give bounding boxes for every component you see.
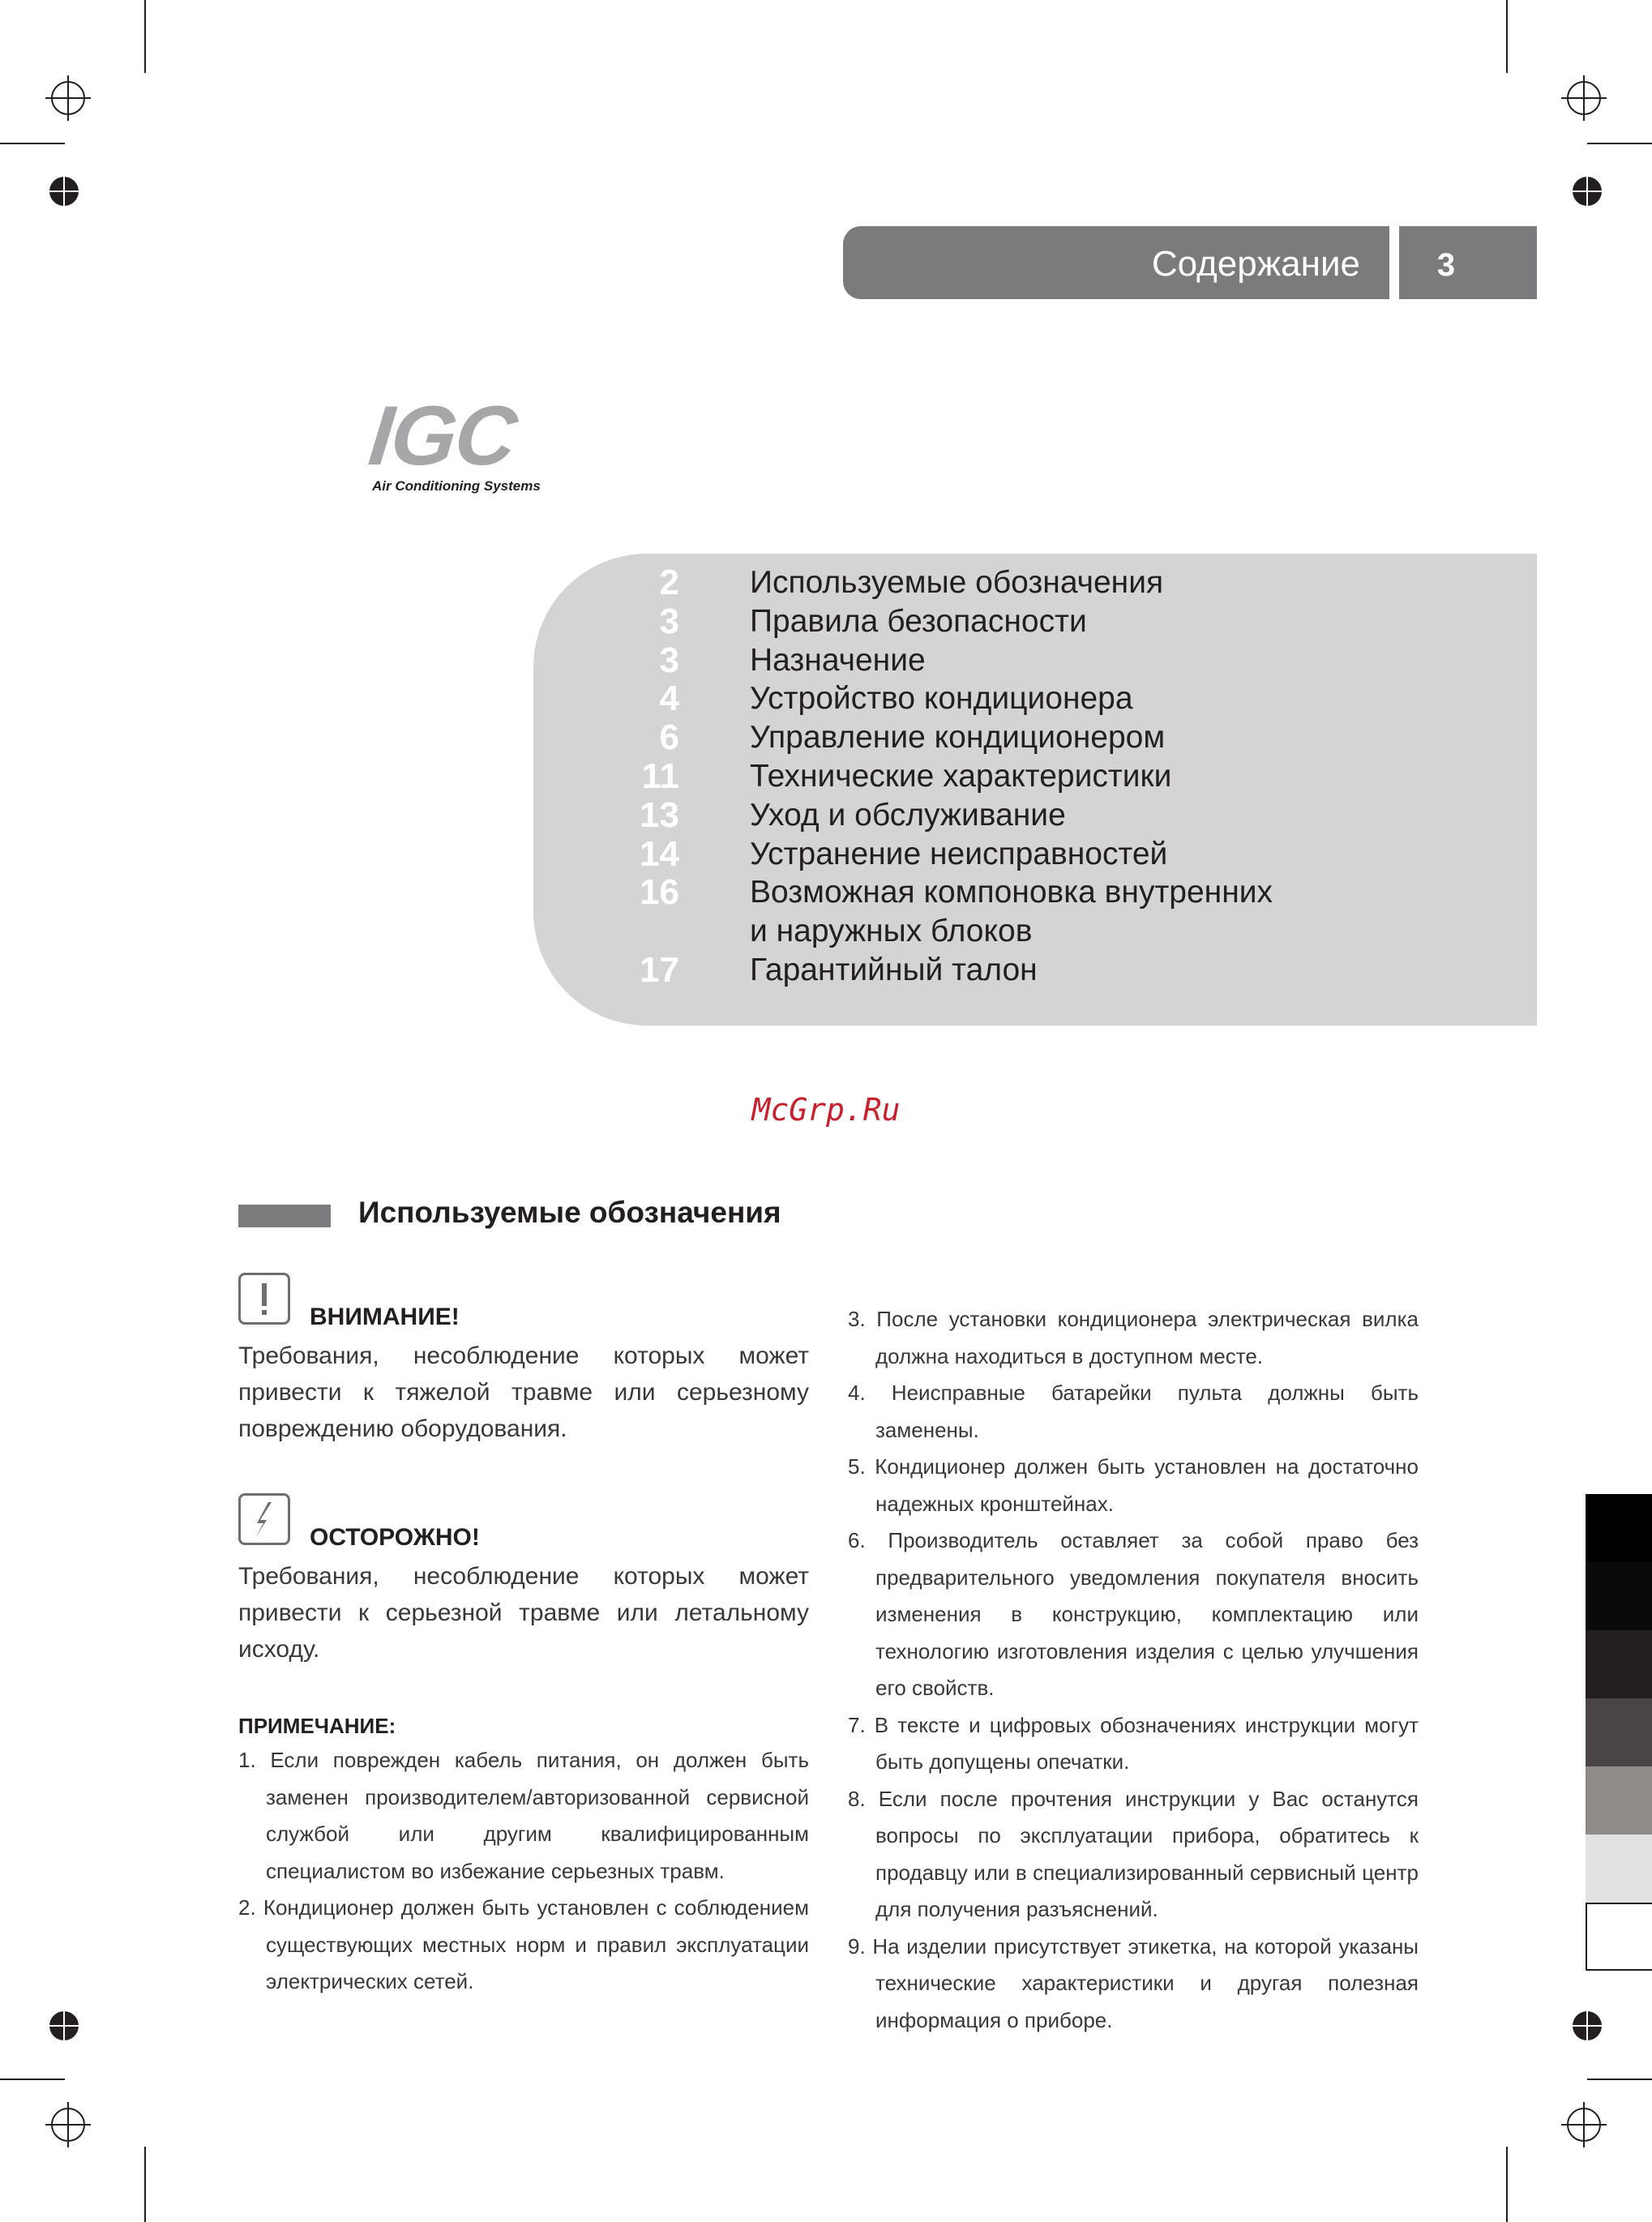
note-item: 3. После установки кондиционера электрическая вилка должна находиться в доступном месте. [848, 1307, 1419, 1368]
attention-icon [238, 1273, 290, 1325]
registration-target-icon [1561, 2102, 1607, 2147]
page-number: 3 [1436, 247, 1456, 283]
toc-item [567, 796, 1524, 835]
toc-title: Устройство кондиционера [750, 681, 1133, 717]
registration-target-icon [45, 75, 91, 121]
registration-dot-icon [1570, 2009, 1604, 2043]
attention-label: ВНИМАНИЕ! [310, 1304, 460, 1330]
note-item: 6. Производитель оставляет за собой право без предварительного уведомления покупателя вносить изменения в конструкцию, комплектацию или технологию изготовления изделия с целью улучшения его свойств. [848, 1528, 1419, 1700]
toc-item [567, 912, 1524, 951]
crop-mark [1587, 2079, 1652, 2080]
toc-page-number: 2 [659, 563, 679, 602]
toc-item [567, 602, 1524, 641]
color-swatch [1586, 1562, 1652, 1630]
section-title: Используемые обозначения [358, 1196, 781, 1229]
color-swatch [1586, 1903, 1652, 1971]
toc-item [567, 835, 1524, 874]
header-divider [1391, 226, 1399, 299]
toc-item [567, 757, 1524, 796]
toc-item [567, 641, 1524, 680]
registration-target-icon [1561, 75, 1607, 121]
color-swatch [1586, 1698, 1652, 1766]
caution-label: ОСТОРОЖНО! [310, 1524, 480, 1551]
toc-page-number: 16 [640, 872, 679, 913]
crop-mark [0, 143, 65, 144]
toc-page-number: 11 [641, 756, 679, 796]
toc-title: Назначение [750, 642, 926, 678]
toc-title: и наружных блоков [750, 914, 1033, 949]
toc-title: Уход и обслуживание [750, 797, 1066, 833]
crop-mark [1506, 0, 1508, 73]
note-item: 5. Кондиционер должен быть установлен на достаточно надежных кронштейнах. [848, 1454, 1419, 1516]
toc-title: Технические характеристики [750, 759, 1172, 794]
crop-mark [1506, 2147, 1508, 2222]
notes-right-list [848, 1301, 1419, 2039]
color-swatch [1586, 1494, 1652, 1562]
toc-item [567, 679, 1524, 718]
page-title: Содержание [1151, 244, 1360, 284]
lightning-icon [238, 1493, 290, 1545]
watermark: McGrp.Ru [751, 1092, 901, 1128]
toc-page-number: 4 [659, 679, 679, 719]
note-item: 9. На изделии присутствует этикетка, на которой указаны технические характеристики и другая полезная информация о приборе. [848, 1933, 1419, 2032]
crop-mark [144, 2147, 146, 2222]
toc-page-number: 3 [659, 601, 679, 641]
crop-mark [144, 0, 146, 73]
color-swatch [1586, 1630, 1652, 1698]
caution-text: Требования, несоблюдение которых может привести к серьезной травме или летальному исходу. [238, 1563, 809, 1663]
toc-title: Возможная компоновка внутренних [750, 875, 1273, 910]
attention-text: Требования, несоблюдение которых может привести к тяжелой травме или серьезному повреждению оборудования. [238, 1342, 809, 1442]
toc-page-number: 3 [659, 640, 679, 680]
note-item: 8. Если после прочтения инструкции у Вас останутся вопросы по эксплуатации прибора, обратитесь к продавцу или в специализированный сервисный центр для получения разъяснений. [848, 1786, 1419, 1921]
toc-page-number: 17 [640, 950, 679, 990]
toc-item [567, 951, 1524, 990]
crop-mark [1587, 143, 1652, 144]
registration-dot-icon [1570, 174, 1604, 208]
crop-mark [0, 2079, 65, 2080]
color-swatch [1586, 1766, 1652, 1835]
toc-page-number: 14 [640, 833, 679, 874]
note-item: 2. Кондиционер должен быть установлен с соблюдением существующих местных норм и правил эксплуатации электрических сетей. [238, 1895, 809, 1993]
brand-logo: IGC [364, 389, 520, 483]
toc-title: Правила безопасности [750, 603, 1087, 639]
toc-item [567, 873, 1524, 912]
note-item: 4. Неисправные батарейки пульта должны быть заменены. [848, 1381, 1419, 1442]
toc-item [567, 718, 1524, 757]
registration-dot-icon [47, 174, 81, 208]
toc-title: Устранение неисправностей [750, 836, 1168, 871]
note-item: 1. Если поврежден кабель питания, он должен быть заменен производителем/авторизованной сервисной службой или другим квалифицированным специалистом во избежание серьезных травм. [238, 1748, 809, 1883]
note-label: ПРИМЕЧАНИЕ: [238, 1714, 396, 1738]
toc-title: Управление кондиционером [750, 720, 1166, 756]
toc-page-number: 6 [659, 717, 679, 758]
note-item: 7. В тексте и цифровых обозначениях инструкции могут быть допущены опечатки. [848, 1712, 1419, 1774]
section-marker [238, 1205, 331, 1227]
brand-tagline: Air Conditioning Systems [372, 478, 541, 494]
notes-left-list [238, 1742, 809, 2001]
toc-title: Используемые обозначения [750, 565, 1164, 600]
registration-dot-icon [47, 2009, 81, 2043]
toc-page-number: 13 [640, 794, 679, 835]
color-swatch [1586, 1835, 1652, 1903]
registration-target-icon [45, 2102, 91, 2147]
toc-item [567, 563, 1524, 602]
toc-title: Гарантийный талон [750, 953, 1038, 987]
